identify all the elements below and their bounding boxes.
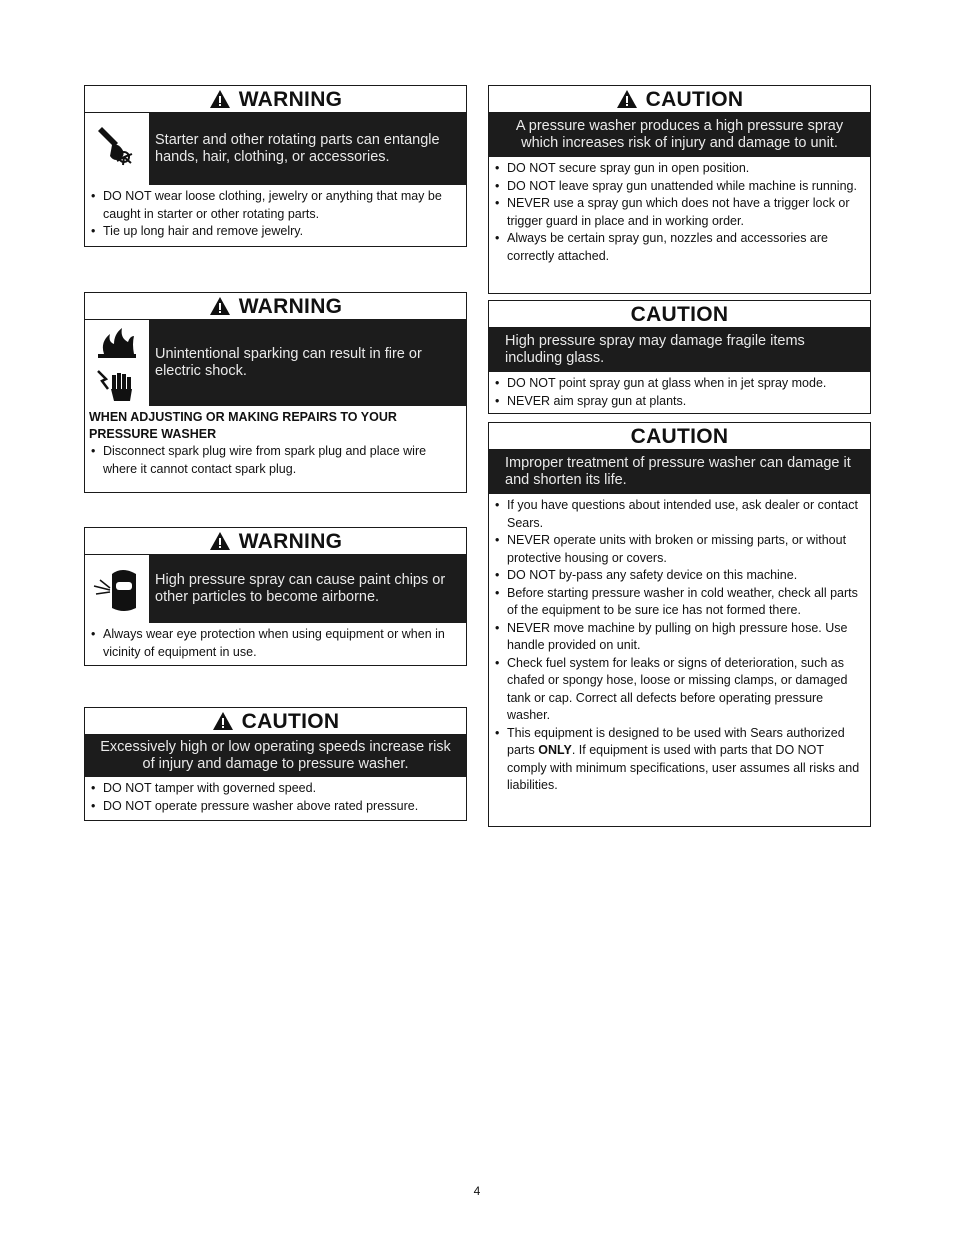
caution-fragile-items <box>488 300 871 414</box>
list-item: • Always be certain spray gun, nozzles and accessories are correctly attached. <box>495 230 864 265</box>
list-item: • If you have questions about intended use, ask dealer or contact Sears. <box>495 497 864 532</box>
list-item: • Disconnect spark plug wire from spark plug and place wire where it cannot contact spark plug. <box>91 443 460 478</box>
warning-header <box>85 293 466 320</box>
warning-title: WARNING <box>238 529 343 553</box>
caution-header <box>489 301 870 328</box>
warning-subheading: WHEN ADJUSTING OR MAKING REPAIRS TO YOUR PRESSURE WASHER <box>89 410 397 441</box>
fire-icon <box>94 324 140 360</box>
warning-list <box>85 623 466 664</box>
list-item: • DO NOT by-pass any safety device on this machine. <box>495 567 864 585</box>
page-number: 4 <box>473 1184 481 1198</box>
eye-protection-icon <box>85 555 149 623</box>
caution-list <box>489 494 870 798</box>
warning-list <box>85 443 466 481</box>
list-item: • DO NOT point spray gun at glass when in jet spray mode. <box>495 375 864 393</box>
list-item: • Tie up long hair and remove jewelry. <box>91 223 460 241</box>
caution-high-pressure-spray <box>488 85 871 294</box>
caution-title: CAUTION <box>241 709 340 733</box>
electric-shock-hand-icon <box>94 367 140 403</box>
warning-banner <box>85 320 466 406</box>
warning-banner-text: Starter and other rotating parts can entangle hands, hair, clothing, or accessories. <box>155 132 440 165</box>
list-item: • Always wear eye protection when using equipment or when in vicinity of equipment in use. <box>91 626 460 661</box>
list-item: • NEVER operate units with broken or missing parts, or without protective housing or covers. <box>495 532 864 567</box>
warning-title: WARNING <box>238 294 343 318</box>
caution-banner: High pressure spray may damage fragile items including glass. <box>489 328 870 372</box>
caution-list <box>85 777 466 818</box>
list-item: • DO NOT secure spray gun in open position. <box>495 160 864 178</box>
warning-banner-text: Unintentional sparking can result in fire or electric shock. <box>155 346 422 379</box>
entanglement-hand-icon <box>85 113 149 185</box>
caution-list <box>489 157 870 268</box>
caution-title: CAUTION <box>630 424 729 448</box>
list-item: • NEVER move machine by pulling on high pressure hose. Use handle provided on unit. <box>495 620 864 655</box>
alert-triangle-icon <box>209 296 231 316</box>
warning-banner <box>85 555 466 623</box>
alert-triangle-icon <box>209 89 231 109</box>
caution-header <box>489 423 870 450</box>
warning-banner <box>85 113 466 185</box>
caution-title: CAUTION <box>645 87 744 111</box>
alert-triangle-icon <box>616 89 638 109</box>
warning-header <box>85 86 466 113</box>
list-item: • NEVER aim spray gun at plants. <box>495 393 864 411</box>
list-item-text: This equipment is designed to be used with Sears authorized parts <box>507 725 845 757</box>
caution-banner: Excessively high or low operating speeds increase risk of injury and damage to pressure washer. <box>85 735 466 777</box>
caution-banner: A pressure washer produces a high pressure spray which increases risk of injury and damage to unit. <box>489 113 870 157</box>
caution-improper-treatment <box>488 422 871 827</box>
list-item: • DO NOT wear loose clothing, jewelry or anything that may be caught in starter or other rotating parts. <box>91 188 460 223</box>
list-item: • NEVER use a spray gun which does not have a trigger lock or trigger guard in place and in working order. <box>495 195 864 230</box>
warning-header <box>85 528 466 555</box>
list-item: • DO NOT leave spray gun unattended while machine is running. <box>495 178 864 196</box>
caution-list <box>489 372 870 413</box>
warning-banner-text: High pressure spray can cause paint chips or other particles to become airborne. <box>155 572 446 605</box>
warning-airborne-particles <box>84 527 467 666</box>
list-item: • DO NOT operate pressure washer above rated pressure. <box>91 798 460 816</box>
alert-triangle-icon <box>212 711 234 731</box>
alert-triangle-icon <box>209 531 231 551</box>
caution-operating-speeds <box>84 707 467 821</box>
warning-sparking <box>84 292 467 493</box>
warning-list <box>85 185 466 244</box>
emphasis-only: ONLY <box>538 743 572 757</box>
warning-title: WARNING <box>238 87 343 111</box>
caution-header <box>489 86 870 113</box>
list-item <box>495 725 864 795</box>
list-item: • DO NOT tamper with governed speed. <box>91 780 460 798</box>
caution-title: CAUTION <box>630 302 729 326</box>
list-item: • Before starting pressure washer in cold weather, check all parts of the equipment to be sure ice has not formed there. <box>495 585 864 620</box>
caution-header <box>85 708 466 735</box>
caution-banner: Improper treatment of pressure washer can damage it and shorten its life. <box>489 450 870 494</box>
list-item: • Check fuel system for leaks or signs of deterioration, such as chafed or spongy hose, loose or missing clamps, or damaged tank or cap. Correct all defects before operating pressure washer. <box>495 655 864 725</box>
warning-entanglement <box>84 85 467 247</box>
list-item-text: . If equipment is used with parts that DO NOT comply with minimum specifications, user assumes all risks and liabilities. <box>507 743 860 792</box>
